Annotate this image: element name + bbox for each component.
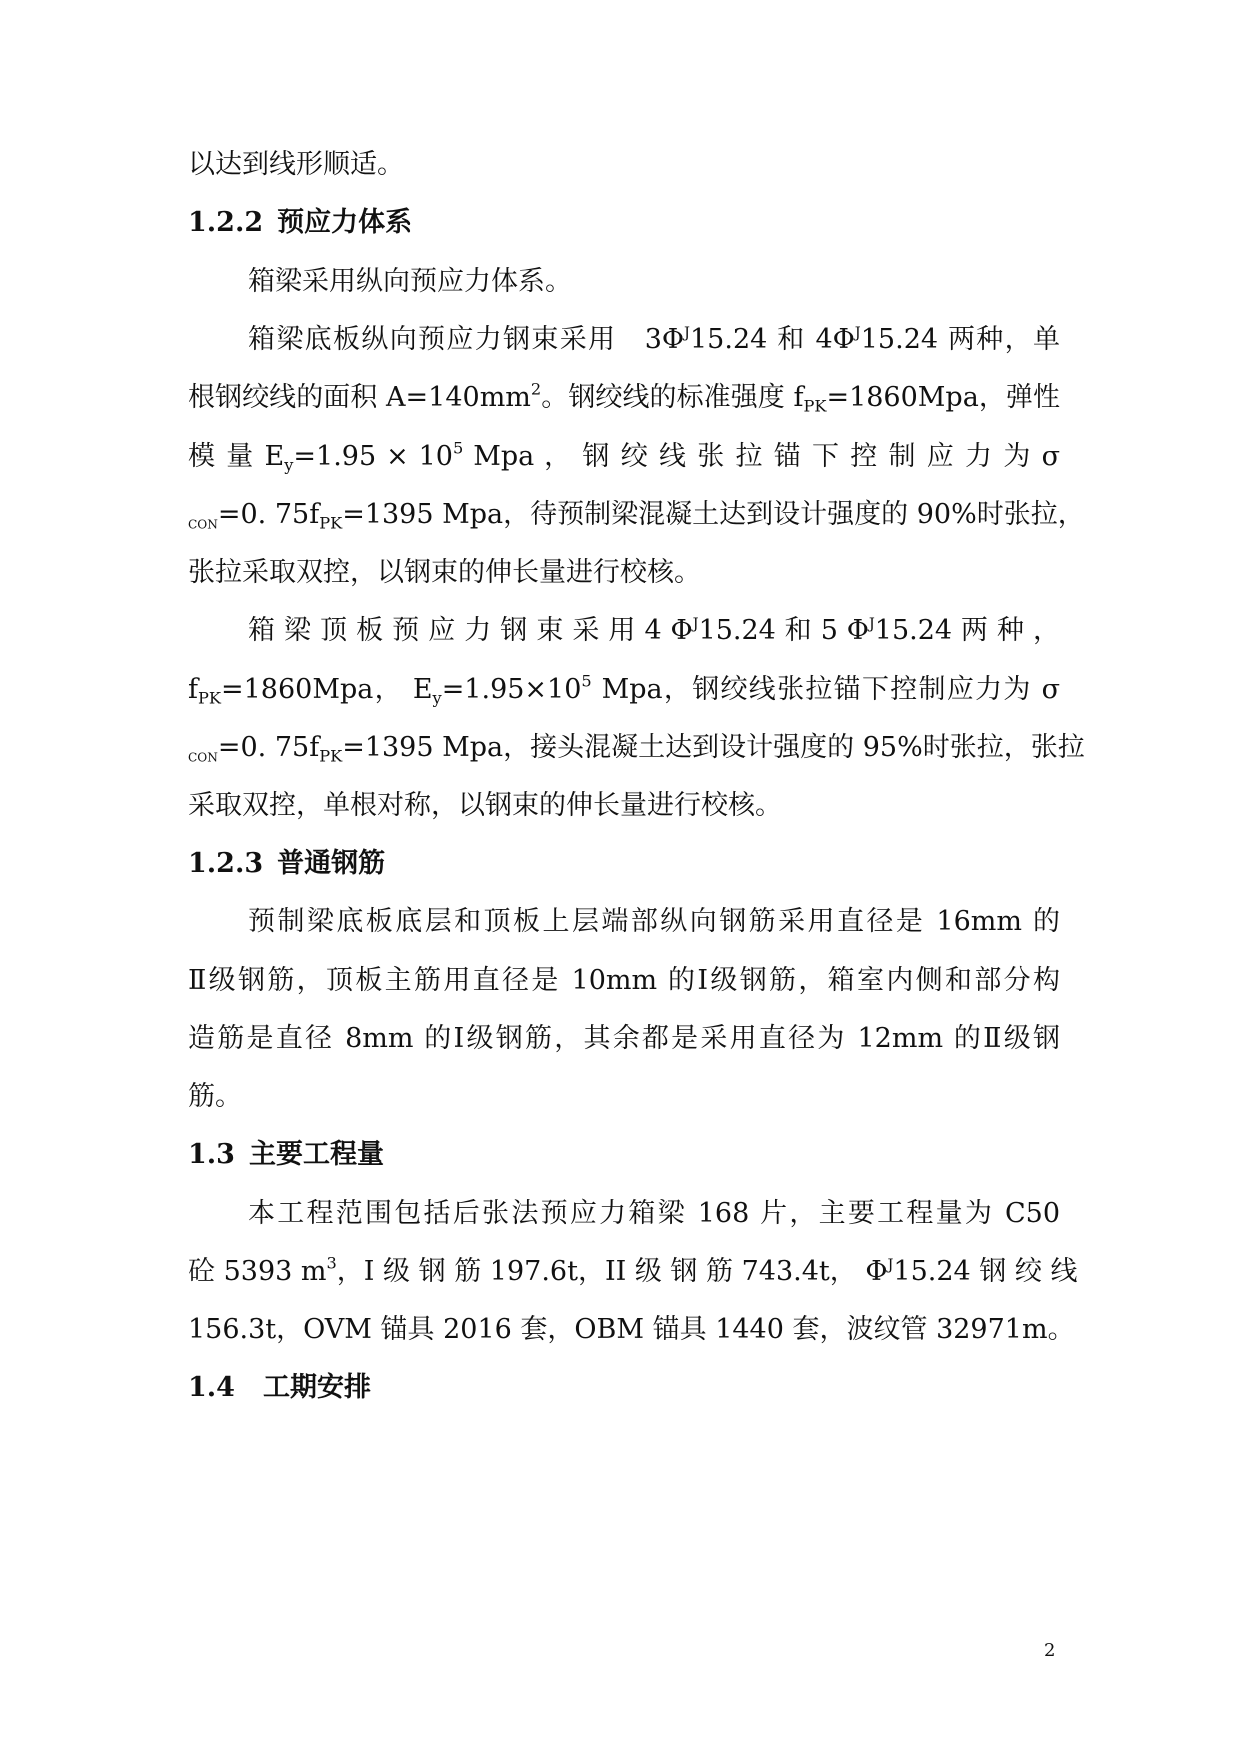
paragraph-line xyxy=(188,1253,1078,1290)
paragraph-line: 156.3t，OVM 锚具 2016 套，OBM 锚具 1440 套，波纹管 32971m。 xyxy=(188,1314,1075,1345)
paragraph-line: 预制梁底板底层和顶板上层端部纵向钢筋采用直径是 16mm 的 xyxy=(248,906,1060,937)
text-span: 根钢绞线的面积 A=140mm xyxy=(188,382,531,413)
paragraph-line: 本工程范围包括后张法预应力箱梁 168 片，主要工程量为 C50 xyxy=(248,1198,1060,1229)
paragraph-line xyxy=(188,439,1060,475)
paragraph-line: 箱梁采用纵向预应力体系。 xyxy=(248,266,572,297)
section-title: 工期安排 xyxy=(262,1372,371,1403)
subscript: PK xyxy=(198,688,221,708)
subscript: CON xyxy=(188,750,218,765)
superscript: J xyxy=(868,614,875,633)
section-number: 1.4 xyxy=(188,1372,235,1403)
paragraph-line xyxy=(188,380,1060,416)
paragraph-line: 采取双控，单根对称，以钢束的伸长量进行校核。 xyxy=(188,790,782,821)
text-span: 15.24 钢 绞 线 xyxy=(893,1256,1078,1287)
text-span: =1395 Mpa，待预制梁混凝土达到设计强度的 90%时张拉， xyxy=(342,499,1085,530)
paragraph-line xyxy=(188,672,1060,708)
subscript: PK xyxy=(319,513,343,533)
paragraph-line: 造筋是直径 8mm 的Ⅰ级钢筋，其余都是采用直径为 12mm 的Ⅱ级钢 xyxy=(188,1023,1060,1054)
superscript: 3 xyxy=(326,1253,337,1273)
section-heading-1-2-2 xyxy=(188,205,1060,241)
subscript: CON xyxy=(188,517,218,532)
subscript: PK xyxy=(319,746,343,766)
page-number: 2 xyxy=(1044,1640,1056,1661)
text-span: 砼 5393 m xyxy=(188,1256,327,1287)
text-span: 箱 梁 顶 板 预 应 力 钢 束 采 用 4 Φ xyxy=(248,615,693,646)
text-span: Mpa，钢绞线张拉锚下控制应力为 σ xyxy=(591,674,1061,705)
superscript: J xyxy=(692,614,699,633)
text-span: =1.95 × 10 xyxy=(293,441,453,472)
section-heading-1-2-3 xyxy=(188,846,1060,882)
superscript: J xyxy=(887,1255,894,1274)
text-span: 15.24 和 5 Φ xyxy=(698,615,869,646)
superscript: 2 xyxy=(530,379,542,399)
section-number: 1.3 xyxy=(188,1139,235,1170)
section-heading-1-3 xyxy=(188,1137,1060,1173)
section-heading-1-4 xyxy=(188,1370,1060,1406)
text-span: =1860Mpa，弹性 xyxy=(826,382,1060,413)
subscript: y xyxy=(432,688,442,708)
text-span: f xyxy=(188,674,198,705)
text-span: 。钢绞线的标准强度 f xyxy=(541,382,804,413)
section-title: 主要工程量 xyxy=(248,1139,384,1170)
text-span: 箱梁底板纵向预应力钢束采用 3Φ xyxy=(248,324,685,355)
superscript: 5 xyxy=(452,438,464,458)
text-span: 15.24 和 4Φ xyxy=(690,324,855,355)
paragraph-line xyxy=(188,497,1085,533)
paragraph-line: 筋。 xyxy=(188,1081,242,1112)
text-span: =1.95×10 xyxy=(441,674,582,705)
paragraph-line xyxy=(248,613,1060,649)
text-span: ，I 级 钢 筋 197.6t，II 级 钢 筋 743.4t， Φ xyxy=(336,1256,888,1287)
text-span: 模 量 E xyxy=(188,441,285,472)
paragraph-line xyxy=(248,322,1060,358)
subscript: PK xyxy=(803,396,827,416)
paragraph-line: 以达到线形顺适。 xyxy=(188,149,404,180)
text-span: =0. 75f xyxy=(217,499,320,530)
text-span: 15.24 两种，单 xyxy=(860,324,1060,355)
paragraph-line xyxy=(188,730,1085,766)
text-span: =1860Mpa， E xyxy=(221,674,433,705)
section-number: 1.2.2 xyxy=(188,207,264,238)
section-number: 1.2.3 xyxy=(188,848,264,879)
section-title: 普通钢筋 xyxy=(277,848,386,879)
text-span: =0. 75f xyxy=(217,732,320,763)
paragraph-line: Ⅱ级钢筋，顶板主筋用直径是 10mm 的Ⅰ级钢筋，箱室内侧和部分构 xyxy=(188,965,1060,996)
section-title: 预应力体系 xyxy=(277,207,413,238)
superscript: J xyxy=(854,323,861,342)
superscript: J xyxy=(684,323,690,342)
paragraph-line: 张拉采取双控，以钢束的伸长量进行校核。 xyxy=(188,557,701,588)
subscript: y xyxy=(284,455,294,475)
text-span: 15.24 两 种 ， xyxy=(874,615,1060,646)
text-span: Mpa ， 钢 绞 线 张 拉 锚 下 控 制 应 力 为 σ xyxy=(463,441,1061,472)
superscript: 5 xyxy=(581,671,592,691)
text-span: =1395 Mpa，接头混凝土达到设计强度的 95%时张拉，张拉 xyxy=(342,732,1085,763)
